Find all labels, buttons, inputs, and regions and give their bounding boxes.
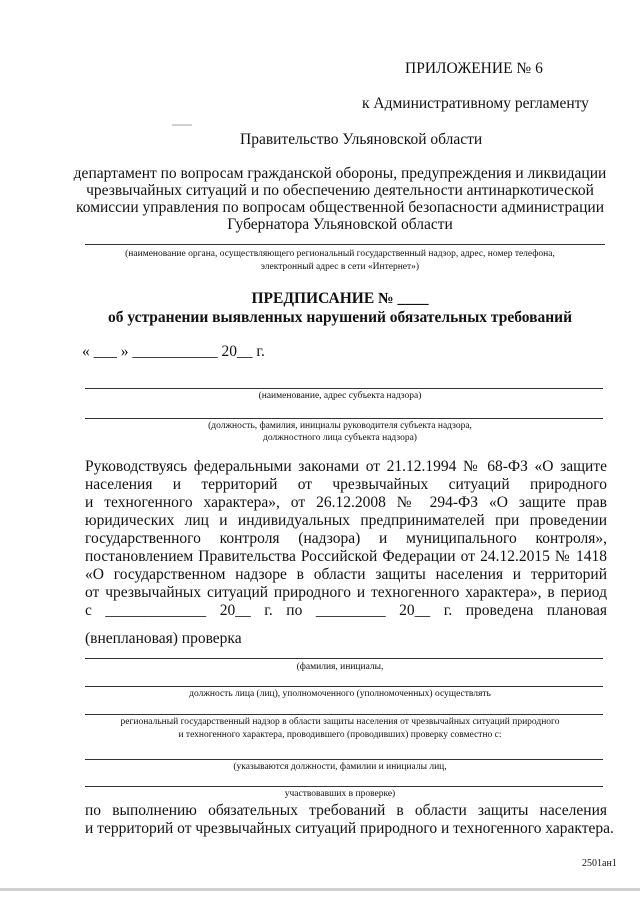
inspection-type: (внеплановая) проверка [85,630,242,647]
department-line-3: комиссии управления по вопросам общественной безопасности администрации [76,199,604,216]
closing-line-1: по выполнению обязательных требований в области защиты населения [85,802,607,819]
closing-line-2: и территорий от чрезвычайных ситуаций природного и техногенного характера. [85,820,614,837]
body-line-6: постановлением Правительства Российской Федерации от 24.12.2015 № 1418 [85,548,607,565]
supervision-underline [85,714,603,715]
body-line-2: населения и территорий от чрезвычайных ситуаций природного [85,476,607,493]
inspector-position-underline [85,686,603,687]
body-line-7: «О государственном надзоре в области защиты населения и территорий [85,566,607,583]
body-line-5: государственного контроля (надзора) и муниципального контроля», [85,530,607,547]
scan-edge [0,888,640,891]
government-name: Правительство Ульяновской области [240,131,483,148]
body-line-3: и техногенного характера», от 26.12.2008 № 294-ФЗ «О защите прав [85,494,607,511]
participants-caption-2: участвовавших в проверке) [284,789,396,799]
document-subtitle: об устранении выявленных нарушений обязательных требований [107,309,573,326]
scan-mark [172,124,192,126]
supervision-caption-1: региональный государственный надзор в области защиты населения от чрезвычайных ситуаций природного [120,717,560,727]
inspector-position-caption: должность лица (лиц), уполномоченного (уполномоченных) осуществлять [189,689,491,699]
department-line-4: Губернатора Ульяновской области [227,216,453,233]
body-line-1: Руководствуясь федеральными законами от 21.12.1994 № 68-ФЗ «О защите [85,458,607,475]
subject-caption: (наименование, адрес субъекта надзора) [258,391,422,401]
subject-position-caption-1: (должность, фамилия, инициалы руководителя субъекта надзора, [208,421,472,431]
supervision-caption-2: и техногенного характера, проводившего (проводивших) проверку совместно с: [178,730,502,740]
subject-position-caption-2: должностного лица субъекта надзора) [263,433,417,443]
date-line: « ___ » ___________ 20__ г. [82,343,265,360]
participants-underline [85,759,603,760]
footer-code: 2501ан1 [582,858,617,869]
department-line-2: чрезвычайных ситуаций и по обеспечению деятельности антинаркотической [86,182,594,199]
department-line-1: департамент по вопросам гражданской обороны, предупреждения и ликвидации [73,165,607,182]
body-line-4: юридических лиц и индивидуальных предпринимателей при проведении [85,512,607,529]
inspector-underline [85,658,603,659]
document-title: ПРЕДПИСАНИЕ № ____ [251,290,429,307]
department-underline [85,244,605,245]
department-caption-2: электронный адрес в сети «Интернет») [260,262,420,272]
participants-caption-1: (указываются должности, фамилии и инициалы лиц, [233,762,447,772]
department-caption-1: (наименование органа, осуществляющего региональный государственный надзор, адрес, номер телефона, [125,249,555,259]
body-line-8: от чрезвычайных ситуаций природного и техногенного характера», в период [85,584,607,601]
participants-underline-2 [85,786,603,787]
body-line-9: с _____________ 20__ г. по _________ 20__ г. проведена плановая [85,602,607,619]
appendix-number: ПРИЛОЖЕНИЕ № 6 [405,60,543,77]
regulation-reference: к Административному регламенту [362,95,589,112]
subject-underline [85,388,603,389]
subject-position-underline [85,418,603,419]
inspector-name-caption: (фамилия, инициалы, [296,662,384,672]
